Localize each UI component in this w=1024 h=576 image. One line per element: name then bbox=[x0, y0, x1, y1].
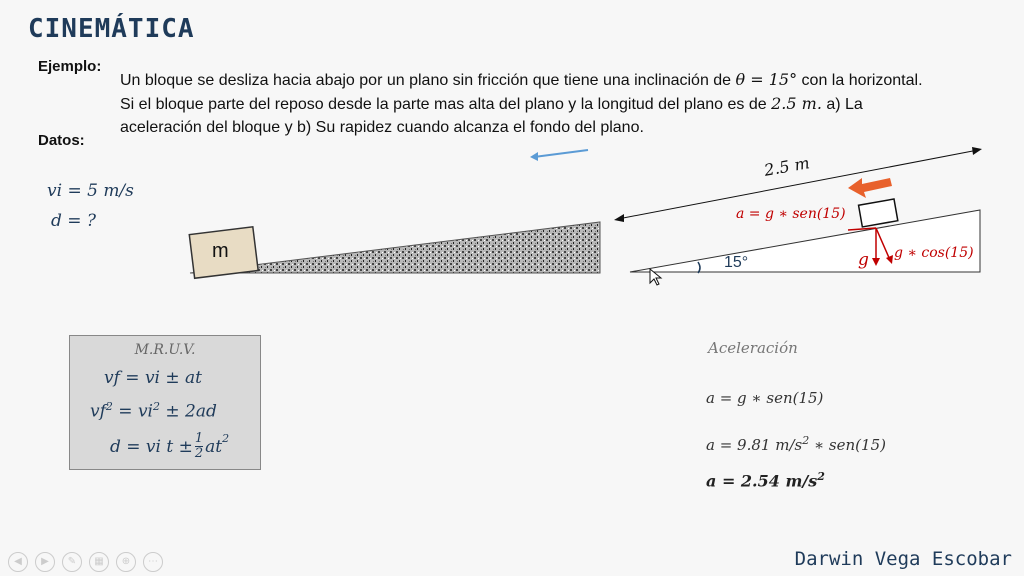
left-incline-figure bbox=[180, 215, 610, 285]
eq2-sq2: 2 bbox=[153, 400, 160, 413]
mruv-formula-box bbox=[69, 335, 261, 470]
author-name: Darwin Vega Escobar bbox=[794, 548, 1012, 570]
next-slide-icon[interactable]: ▶ bbox=[35, 552, 55, 572]
slide-title: CINEMÁTICA bbox=[28, 14, 195, 44]
theta-value: θ = 15° bbox=[735, 70, 798, 89]
acceleration-line1: a = g ∗ sen(15) bbox=[706, 389, 824, 407]
acceleration-result bbox=[706, 470, 825, 490]
eq3-den: 2 bbox=[194, 446, 204, 461]
acc2-a: a = 9.81 m/s bbox=[706, 436, 803, 454]
prev-slide-icon[interactable]: ◀ bbox=[8, 552, 28, 572]
block-label: m bbox=[212, 240, 229, 262]
length-value: 2.5 m. bbox=[771, 94, 822, 113]
mruv-eq3 bbox=[110, 432, 229, 461]
eq3-fraction bbox=[195, 432, 203, 461]
example-label: Ejemplo: bbox=[38, 58, 102, 75]
pen-icon[interactable]: ✎ bbox=[62, 552, 82, 572]
incline-block bbox=[859, 199, 898, 227]
angle-label: 15° bbox=[724, 254, 749, 271]
eq2-rest: ± 2ad bbox=[160, 401, 217, 422]
problem-text-3: a) La aceleración del bloque y b) Su rapidez cuando alcanza el fondo del plano. bbox=[120, 96, 863, 136]
problem-text-1: Un bloque se desliza hacia abajo por un plano sin fricción que tiene una inclinación de bbox=[120, 72, 736, 89]
problem-text-2: con la horizontal. Si el bloque parte del reposo desde la parte mas alta del plano y la longitud del plano es de bbox=[120, 72, 923, 113]
problem-statement bbox=[120, 68, 940, 139]
datos-label: Datos: bbox=[38, 132, 85, 149]
direction-arrow bbox=[528, 146, 592, 162]
acc2-sq: 2 bbox=[802, 434, 810, 447]
eq2-sq1: 2 bbox=[105, 400, 113, 413]
zoom-icon[interactable]: ⊕ bbox=[116, 552, 136, 572]
more-icon[interactable]: ⋯ bbox=[143, 552, 163, 572]
gcos-label: g ∗ cos(15) bbox=[894, 245, 974, 261]
acc2-b: ∗ sen(15) bbox=[809, 436, 886, 454]
eq3-lhs: d = vi t ± bbox=[110, 436, 193, 457]
eq2-vf: vf bbox=[90, 401, 106, 422]
motion-arrow bbox=[848, 178, 892, 198]
acceleration-title: Aceleración bbox=[708, 339, 798, 357]
eq3-num: 1 bbox=[194, 431, 204, 446]
length-label: 2.5 m bbox=[762, 153, 812, 180]
eq3-at: at bbox=[205, 436, 223, 457]
eq3-sq: 2 bbox=[222, 432, 230, 445]
accel-label: a = g ∗ sen(15) bbox=[736, 206, 846, 222]
acceleration-line2 bbox=[706, 434, 886, 454]
datos-vi: vi = 5 m/s bbox=[47, 181, 134, 201]
mruv-eq1: vf = vi ± at bbox=[104, 368, 203, 388]
eq2-vi: = vi bbox=[112, 401, 153, 422]
g-label: g bbox=[858, 250, 869, 270]
datos-d: d = ? bbox=[51, 211, 97, 231]
acc3-a: a = 2.54 m/s bbox=[706, 471, 818, 491]
mruv-title: M.R.U.V. bbox=[134, 342, 196, 358]
mruv-eq2 bbox=[90, 400, 217, 422]
slides-icon[interactable]: ▦ bbox=[89, 552, 109, 572]
acc3-sq: 2 bbox=[817, 470, 825, 483]
